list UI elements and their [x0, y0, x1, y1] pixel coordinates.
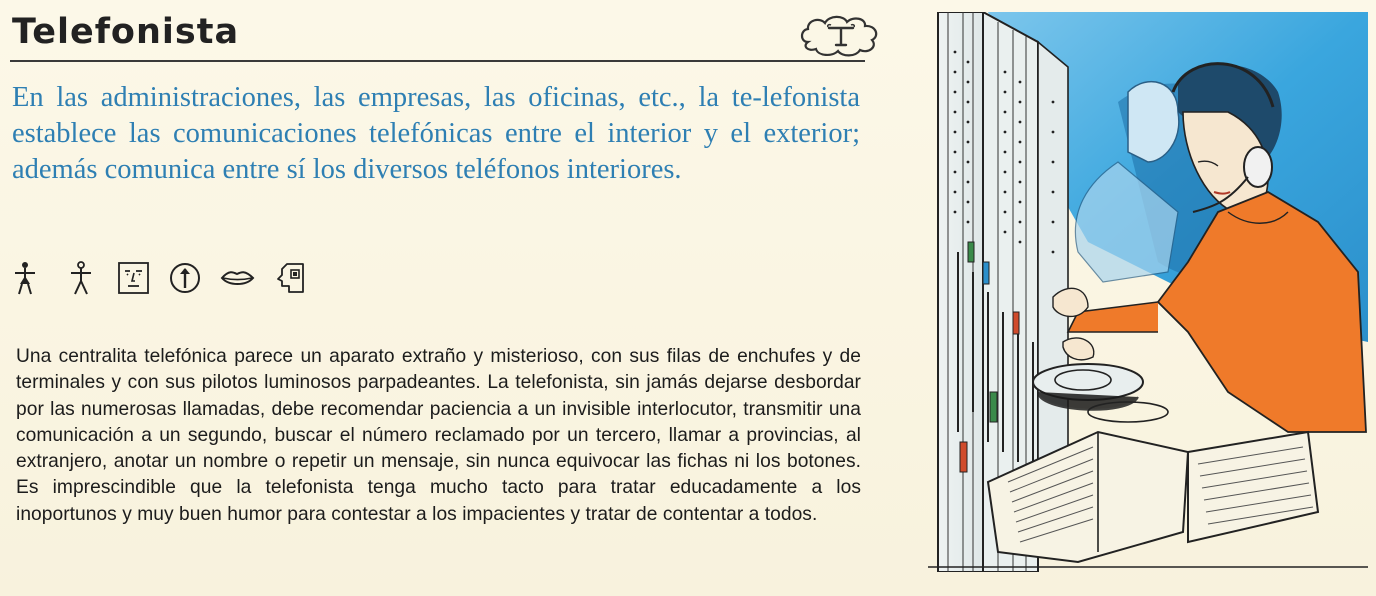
page-title: Telefonista	[12, 12, 240, 52]
mouth-lips-icon	[220, 260, 255, 296]
aptitude-symbols	[12, 258, 324, 298]
face-frame-icon	[116, 260, 151, 296]
body-paragraph: Una centralita telefónica parece un aparato extraño y misterioso, con sus filas de enchufes y de terminales y con sus pilotos luminosos parpadeantes. La telefonista, sin jamás dejarse desbordar por las numerosas llamadas, debe recomendar paciencia a un invisible interlocutor, transmitir una comunicación a un segundo, buscar el número reclamado por un tercero, llamar a provincias, al extranjero, anotar un nombre o repetir un mensaje, sin nunca equivocar las fichas ni los botones. Es imprescindible que la telefonista tenga mucho tacto para tratar educadamente a los inoportunos y muy buen humor para contestar a los impacientes y tratar de contentar a todos.	[16, 346, 861, 525]
telephone-operator-illustration	[928, 12, 1368, 572]
man-figure-icon	[64, 260, 99, 296]
cloud-t-badge-icon	[798, 12, 884, 58]
intro-paragraph: En las administraciones, las empresas, las oficinas, etc., la te-lefonista establece las comunicaciones telefónicas entre el interior y el exterior; además comunica entre sí los diversos teléfonos interiores.	[12, 82, 860, 185]
head-profile-icon	[272, 260, 307, 296]
title-divider	[10, 60, 865, 62]
woman-figure-icon	[12, 260, 47, 296]
circled-arrow-up-icon	[168, 260, 203, 296]
